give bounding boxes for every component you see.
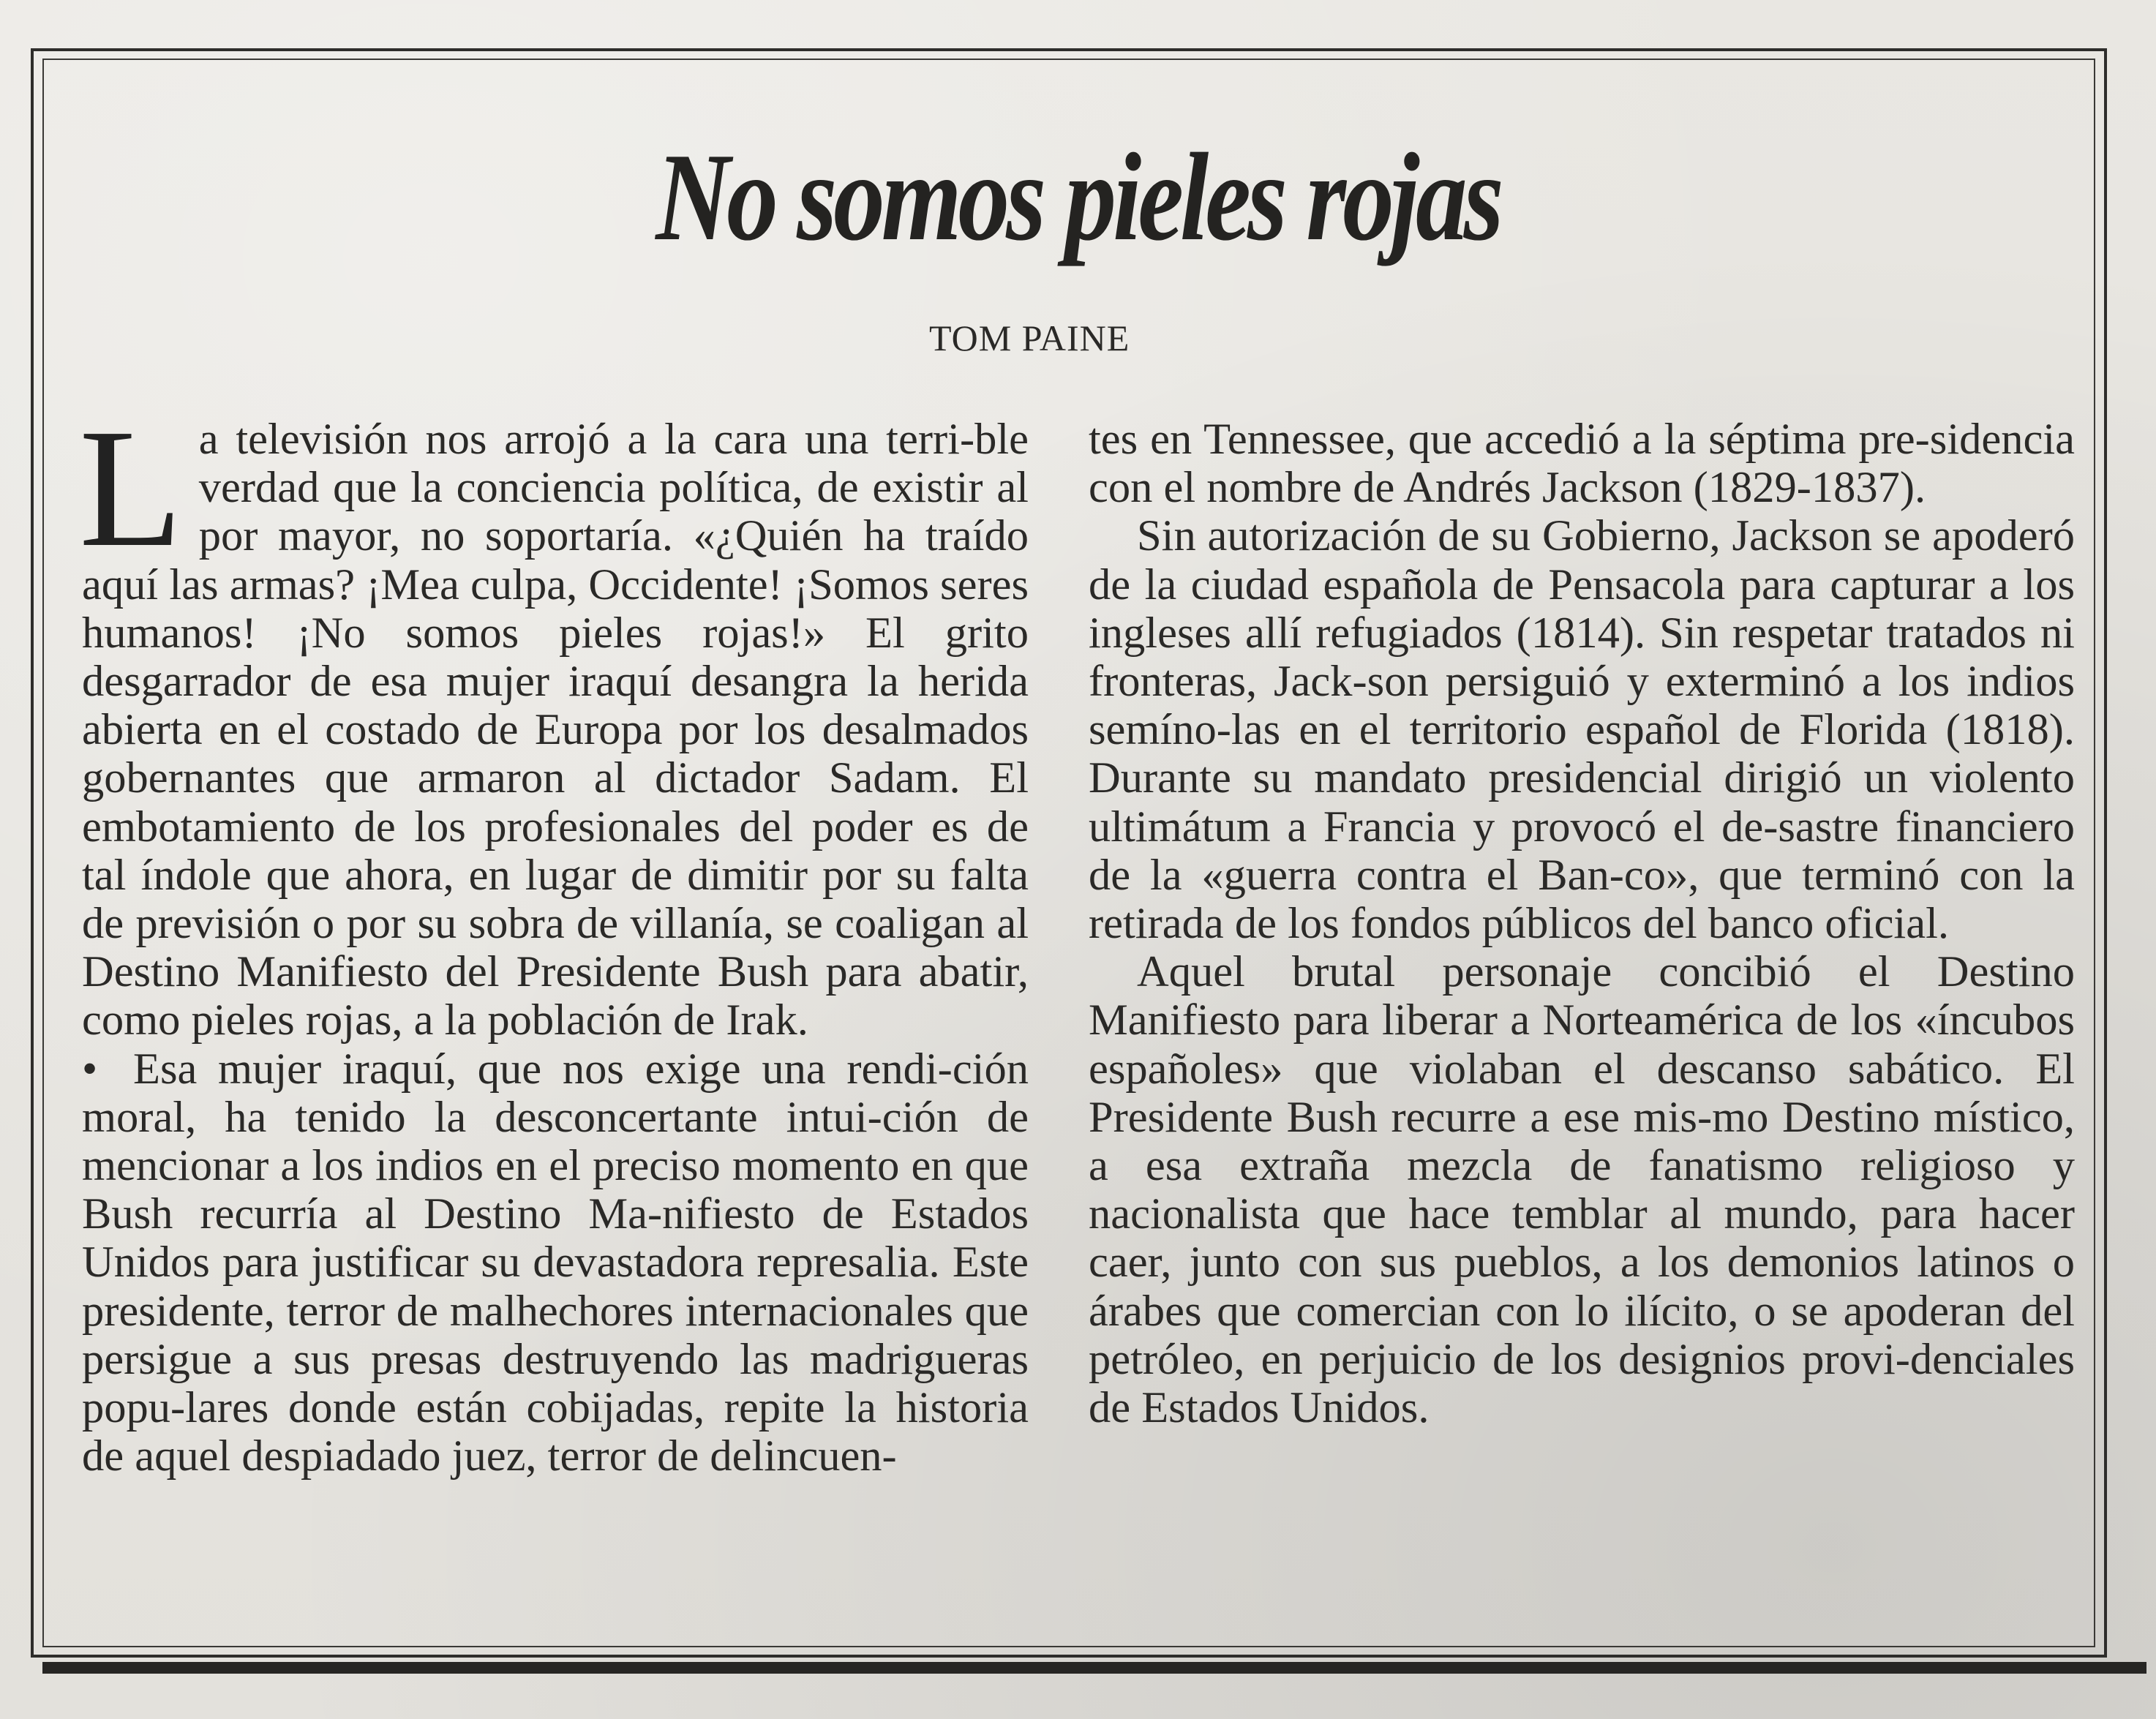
left-column [79, 394, 1029, 1481]
bottom-rule [42, 1662, 2146, 1674]
paragraph-3: tes en Tennessee, que accedió a la séptima pre-sidencia con el nombre de Andrés Jackson (1829-1837). [1089, 415, 2075, 513]
paragraph-1-text: a televisión nos arrojó a la cara una terri-ble verdad que la conciencia política, de existir al por mayor, no soportaría. «¿Quién ha traído aquí las armas? ¡Mea culpa, Occidente! ¡Somos seres humanos! ¡No somos pieles rojas!» El grito desgarrador de esa mujer iraquí desangra la herida abierta en el costado de Europa por los desalmados gobernantes que armaron al dictador Sadam. El embotamiento de los profesionales del poder es de tal índole que ahora, en lugar de dimitir por su falta de previsión o por su sobra de villanía, se coaligan al Destino Manifiesto del Presidente Bush para abatir, como pieles rojas, a la población de Irak. [82, 415, 1029, 1045]
right-column [1089, 415, 2075, 1432]
paragraph-4: Sin autorización de su Gobierno, Jackson se apoderó de la ciudad española de Pensacola para capturar a los ingleses allí refugiados (1814). Sin respetar tratados ni fronteras, Jack-son persiguió y exterminó a los indios semíno-las en el territorio español de Florida (1818). Durante su mandato presidencial dirigió un violento ultimátum a Francia y provocó el de-sastre financiero de la «guerra contra el Ban-co», que terminó con la retirada de los fondos públicos del banco oficial. [1089, 511, 2075, 949]
paragraph-2 [82, 1045, 1029, 1481]
paragraph-2-text: Esa mujer iraquí, que nos exige una rendi-ción moral, ha tenido la desconcertante intui-ción de mencionar a los indios en el preciso momento en que Bush recurría al Destino Ma-nifiesto de Estados Unidos para justificar su devastadora represalia. Este presidente, terror de malhechores internacionales que persigue a sus presas destruyendo las madrigueras popu-lares donde están cobijadas, repite la historia de aquel despiadado juez, terror de delincuen- [82, 1044, 1029, 1481]
article-byline: TOM PAINE [929, 317, 1130, 358]
paragraph-bullet: • [82, 1044, 98, 1094]
paragraph-5: Aquel brutal personaje concibió el Destino Manifiesto para liberar a Norteamérica de los «íncubos españoles» que violaban el descanso sabático. El Presidente Bush recurre a ese mis-mo Destino místico, a esa extraña mezcla de fanatismo religioso y nacionalista que hace temblar al mundo, para hacer caer, junto con sus pueblos, a los demonios latinos o árabes que comercian con lo ilícito, o se apoderan del petróleo, en perjuicio de los designios provi-denciales de Estados Unidos. [1089, 947, 2075, 1433]
drop-cap: L [79, 394, 183, 582]
paragraph-1 [79, 394, 1029, 1045]
article-headline: No somos pieles rojas [656, 128, 1500, 267]
